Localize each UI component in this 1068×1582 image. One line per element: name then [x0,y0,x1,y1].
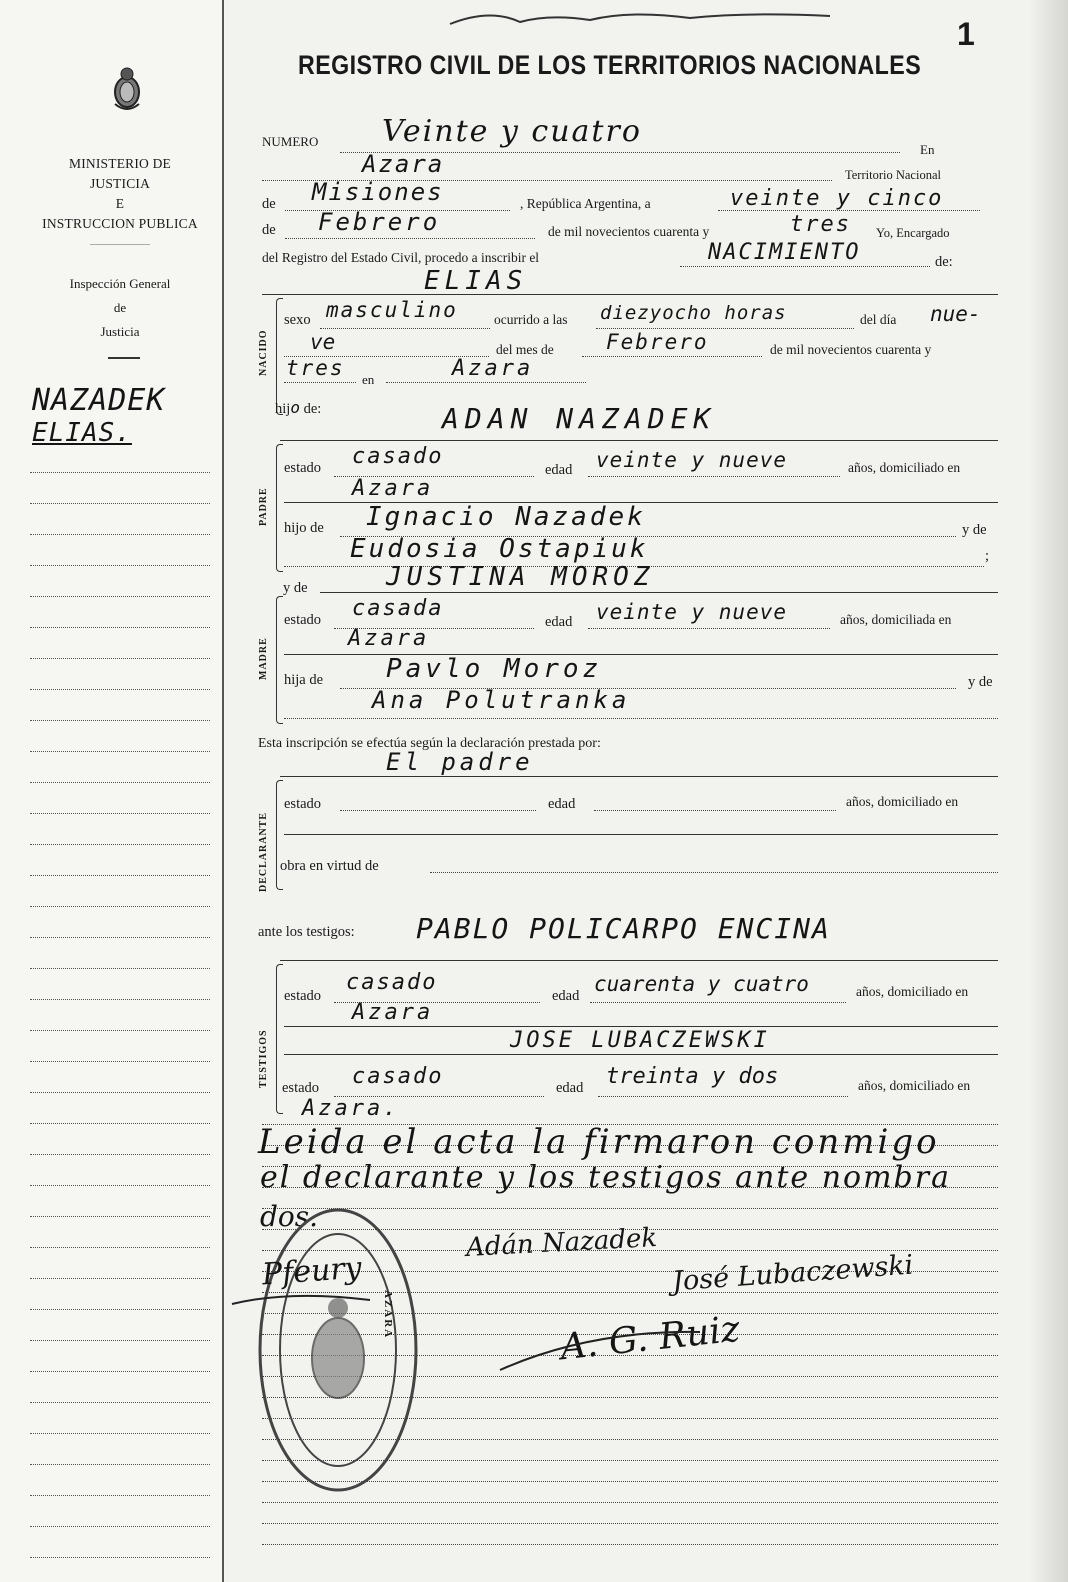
divider [90,244,150,245]
hijo-de-text: de: [303,401,322,417]
madre-edad-dotline [588,628,830,629]
testigos-label: TESTIGOS [258,1029,269,1088]
declarante-line [280,776,998,777]
anio-value: tres [790,212,851,237]
margin-ruled-line [30,503,210,504]
padre-nombre-line [280,440,998,441]
mes-nac-dotline [582,356,762,357]
encargado-label: Yo, Encargado [876,226,950,240]
top-handwriting-scribble [430,0,850,36]
margin-ruled-line [30,627,210,628]
mes-nac-value: Febrero [606,330,709,354]
hijo-suffix: o [290,398,300,417]
dia-value: veinte y cinco [730,186,944,211]
estado-label: estado [284,460,322,476]
margin-ruled-line [30,1371,210,1372]
margin-ruled-line [30,1402,210,1403]
hora-dotline [596,328,854,329]
ocurrido-label: ocurrido a las [494,312,568,327]
anos-domiciliado-label: años, domiciliado en [858,1078,971,1093]
de-label: de [262,222,276,238]
acto-value: NACIMIENTO [708,240,861,265]
left-margin-column [0,0,225,1582]
firma-testigo: José Lubaczewski [671,1249,915,1298]
acto-dotline [680,266,930,267]
de-label: de [262,196,276,212]
ministry-line: INSTRUCCION PUBLICA [42,216,198,231]
padre-nombre-value: ADAN NAZADEK [442,402,717,435]
coat-of-arms-icon [110,66,144,114]
hijo-label [275,398,321,418]
territorio-value: Misiones [312,178,444,206]
dia-dotline [718,210,980,211]
margin-ruled-line [30,1464,210,1465]
lugar-nac-value: Azara [452,356,534,381]
anos-domiciliada-label: años, domiciliada en [840,612,952,627]
margin-ruled-line [30,534,210,535]
testigo2-domicilio-value: Azara. [302,1096,400,1121]
margin-ruled-line [30,1309,210,1310]
mes-dotline [285,238,535,239]
padre-edad-dotline [588,476,840,477]
padre-estado-value: casado [352,444,444,469]
closing-ruled-line [262,1544,998,1545]
testigo2-nombre-value: JOSE LUBACZEWSKI [510,1028,770,1053]
madre-label: MADRE [258,637,269,680]
declarante-edad-dotline [594,810,836,811]
hijo-de-label: hijo de [284,520,324,536]
numero-label: NUMERO [262,134,319,149]
margin-ruled-line [30,968,210,969]
margin-ruled-line [30,689,210,690]
testigo2-estado-value: casado [352,1064,444,1089]
sexo-dotline [320,328,490,329]
anos-domiciliado-label: años, domiciliado en [856,984,969,999]
en-label: en [362,372,375,387]
registro-label: del Registro del Estado Civil, procedo a inscribir el [262,250,540,265]
declarante-value: El padre [386,748,534,776]
republica-label: , República Argentina, a [520,196,651,211]
page-number: 1 [957,16,975,52]
inspection-heading [50,272,190,344]
testigo1-edad-dotline [590,1002,846,1003]
madre-domicilio-value: Azara [348,626,430,651]
sexo-value: masculino [326,298,458,322]
inspection-line: Justicia [100,324,140,339]
y-de-label: y de [962,522,987,538]
numero-value: Veinte y cuatro [382,114,642,149]
padre-brace [276,444,283,572]
padre-label: PADRE [258,487,269,526]
margin-ruled-line [30,596,210,597]
margin-ruled-line [30,751,210,752]
divider [108,357,140,359]
mes-value: Febrero [318,208,441,236]
testigo1-domicilio-line [284,1026,998,1027]
margin-ruled-line [30,1154,210,1155]
margin-ruled-line [30,472,210,473]
abuelo-paterno-value: Ignacio Nazadek [366,502,646,532]
declaracion-label: Esta inscripción se efectúa según la declaración prestada por: [258,736,601,751]
nombre-value: ELIAS [424,266,528,296]
territorio-label: Territorio Nacional [845,168,941,182]
de-mil-label: de mil novecientos cuarenta y [770,342,932,357]
y-de-label: y de [968,674,993,690]
edad-label: edad [545,614,573,630]
hija-de-label: hija de [284,672,324,688]
lugar-value: Azara [362,150,445,178]
abuela-materna-dotline [284,718,998,719]
abuelo-materno-value: Pavlo Moroz [386,654,603,684]
page-edge-shadow [1028,0,1068,1582]
obra-dotline [430,872,998,873]
y-de-madre-label: y de [283,580,308,596]
margin-ruled-line [30,1495,210,1496]
margin-ruled-line [30,1433,210,1434]
testigo2-edad-dotline [598,1096,848,1097]
nacido-label: NACIDO [258,329,269,376]
edad-label: edad [552,988,580,1004]
margin-ruled-line [30,937,210,938]
obra-label: obra en virtud de [280,858,379,874]
edad-label: edad [545,462,573,478]
sexo-label: sexo [284,312,311,328]
margin-given-name: ELIAS. [32,418,132,448]
column-divider [222,0,224,1582]
estado-label: estado [284,612,322,628]
closing-ruled-line [262,1523,998,1524]
estado-label: estado [284,796,322,812]
declarante-domicilio-line [284,834,998,835]
declarante-estado-dotline [340,810,536,811]
anio-nac-dotline [284,382,356,383]
margin-ruled-line [30,1278,210,1279]
dia-nac-value: nue- [930,302,981,326]
margin-ruled-line [30,565,210,566]
margin-ruled-line [30,875,210,876]
firma-otro: Pfeury [260,1250,363,1293]
madre-estado-value: casada [352,596,444,621]
margin-ruled-line [30,1061,210,1062]
document-title: REGISTRO CIVIL DE LOS TERRITORIOS NACIONALES [298,50,922,80]
hijo-text: hij [275,401,291,417]
abuela-paterna-value: Eudosia Ostapiuk [350,534,649,564]
testigo2-edad-value: treinta y dos [606,1064,779,1089]
cierre-linea-2: el declarante y los testigos ante nombra [260,1160,951,1195]
testigo1-nombre-value: PABLO POLICARPO ENCINA [416,912,831,945]
cierre-linea-3: dos. [260,1200,319,1233]
padre-edad-value: veinte y nueve [596,448,788,472]
margin-ruled-line [30,720,210,721]
de-colon-label: de: [935,254,953,270]
anos-domiciliado-label: años, domiciliado en [846,794,959,809]
padre-domicilio-value: Azara [352,476,434,501]
de-mil-label: de mil novecientos cuarenta y [548,224,710,239]
madre-nombre-line [320,592,998,593]
margin-ruled-line [30,1092,210,1093]
margin-ruled-line [30,1526,210,1527]
ministry-line: E [115,196,125,211]
anio-nac-value: tres [286,356,345,380]
signature-flourish [230,1270,710,1380]
madre-brace [276,596,283,724]
margin-ruled-line [30,1216,210,1217]
inspection-line: Inspección General [69,276,171,291]
edad-label: edad [556,1080,584,1096]
margin-ruled-line [30,1340,210,1341]
seal-text: AZARA [382,1290,394,1340]
declarante-label: DECLARANTE [258,811,269,892]
margin-ruled-line [30,782,210,783]
testigo1-domicilio-value: Azara [352,1000,434,1025]
madre-nombre-value: JUSTINA MOROZ [386,562,655,592]
margin-surname: NAZADEK [32,383,166,418]
nombre-line [262,294,998,295]
del-mes-label: del mes de [496,342,554,357]
firma-padre: Adán Nazadek [465,1223,658,1263]
del-dia-label: del día [860,312,897,327]
abuela-materna-value: Ana Polutranka [372,686,631,714]
estado-label: estado [282,1080,320,1096]
margin-ruled-line [30,658,210,659]
semicolon: ; [985,548,990,564]
firma-encargado: A. G. Ruiz [558,1308,742,1369]
testigo1-estado-value: casado [346,970,438,995]
margin-ruled-line [30,813,210,814]
estado-label: estado [284,988,322,1004]
margin-ruled-line [30,999,210,1000]
ministry-line: MINISTERIO DE JUSTICIA [69,156,171,191]
cierre-linea-1: Leida el acta la firmaron conmigo [258,1122,940,1162]
hora-value: diezyocho horas [600,302,787,324]
testigo1-edad-value: cuarenta y cuatro [594,972,809,996]
anos-domiciliado-label: años, domiciliado en [848,460,961,475]
en-label: En [920,142,935,157]
lugar-nac-dotline [386,382,586,383]
inspection-line: de [113,300,127,315]
margin-ruled-line [30,844,210,845]
testigo2-nombre-line [284,1054,998,1055]
margin-ruled-line [30,1247,210,1248]
testigo1-nombre-line [280,960,998,961]
margin-ruled-line [30,906,210,907]
ante-testigos-label: ante los testigos: [258,924,355,940]
margin-ruled-line [30,1185,210,1186]
dia-nac-value-cont: ve [310,330,336,354]
edad-label: edad [548,796,576,812]
ministry-heading [40,154,200,234]
madre-edad-value: veinte y nueve [596,600,788,624]
margin-ruled-line [30,1557,210,1558]
margin-ruled-line [30,1030,210,1031]
margin-ruled-line [30,1123,210,1124]
